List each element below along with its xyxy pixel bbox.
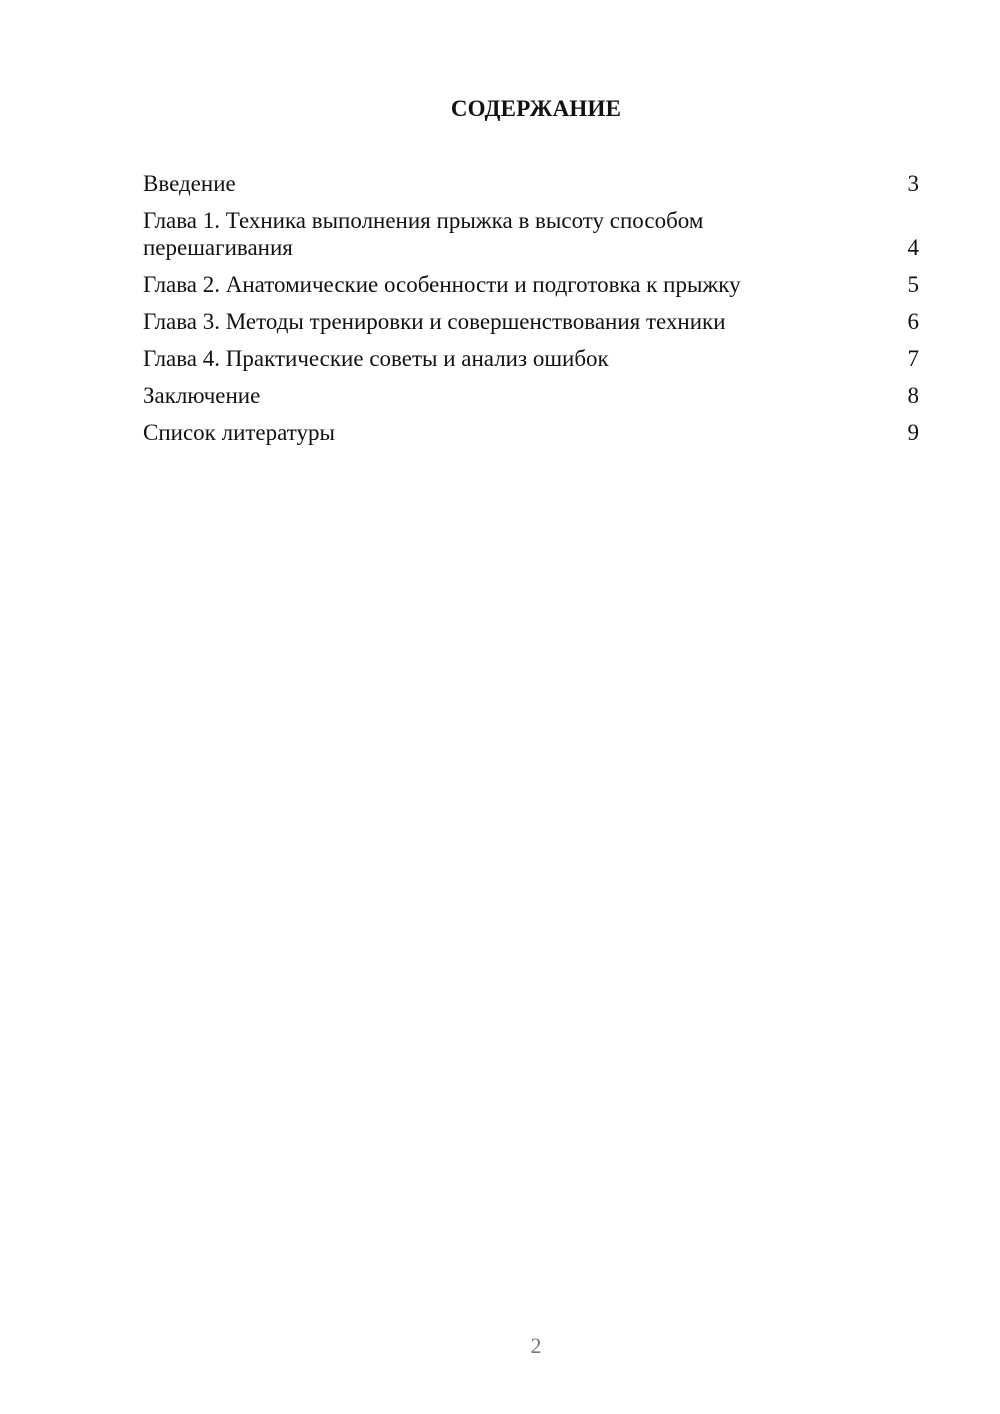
toc-entry-chapter-1[interactable] [143, 207, 919, 261]
toc-entry-page-number: 9 [907, 420, 919, 445]
table-of-contents [143, 170, 919, 456]
toc-entry-page-number: 8 [907, 383, 919, 408]
toc-entry-label: Заключение [143, 383, 261, 408]
toc-entry-references[interactable] [143, 419, 919, 446]
toc-entry-introduction[interactable] [143, 170, 919, 197]
toc-entry-label: Введение [143, 171, 236, 196]
page-number: 2 [530, 1333, 542, 1358]
toc-entry-page-number: 4 [907, 235, 919, 260]
toc-entry-label: Глава 3. Методы тренировки и совершенствования техники [143, 309, 726, 334]
toc-entry-label: Глава 4. Практические советы и анализ ошибок [143, 346, 609, 371]
toc-entry-chapter-4[interactable] [143, 345, 919, 372]
toc-entry-chapter-3[interactable] [143, 308, 919, 335]
toc-entry-page-number: 6 [907, 309, 919, 334]
toc-entry-page-number: 7 [907, 346, 919, 371]
toc-entry-conclusion[interactable] [143, 382, 919, 409]
toc-entry-page-number: 5 [907, 272, 919, 297]
toc-entry-label: Список литературы [143, 420, 335, 445]
toc-entry-chapter-2[interactable] [143, 271, 919, 298]
toc-entry-label: Глава 1. Техника выполнения прыжка в высоту способом перешагивания [143, 208, 704, 260]
toc-entry-label: Глава 2. Анатомические особенности и подготовка к прыжку [143, 272, 741, 297]
toc-entry-page-number: 3 [907, 171, 919, 196]
toc-title: СОДЕРЖАНИЕ [450, 96, 622, 121]
